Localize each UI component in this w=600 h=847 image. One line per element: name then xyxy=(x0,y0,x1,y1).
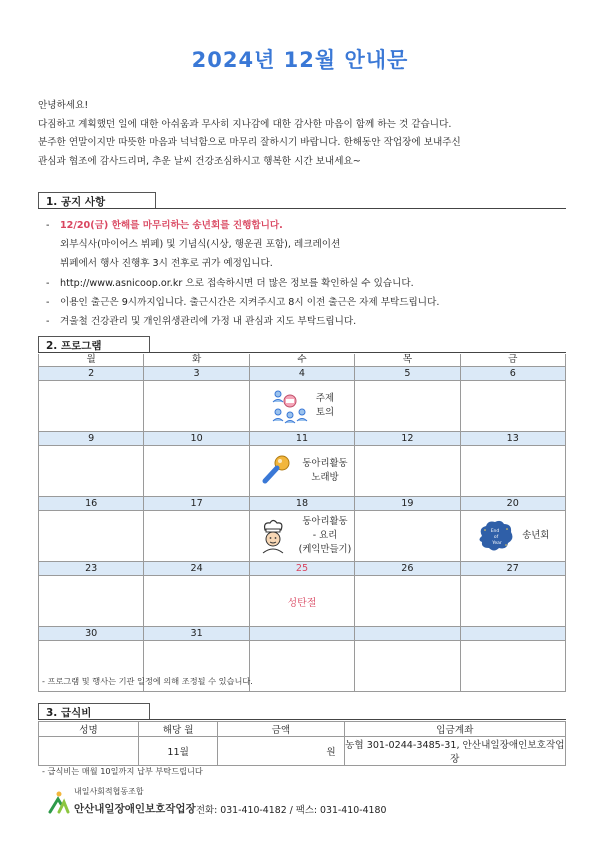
greeting-line: 관심과 협조에 감사드리며, 추운 날씨 건강조심하시고 행복한 시간 보내세요~ xyxy=(38,155,361,167)
weekday-tue: 화 xyxy=(144,354,249,367)
date-row xyxy=(39,497,566,511)
header-amount: 금액 xyxy=(218,722,344,737)
event-cell xyxy=(460,641,565,692)
event-cell xyxy=(355,381,460,432)
event-cell xyxy=(144,446,249,497)
event-cell xyxy=(460,381,565,432)
organization-name: 안산내일장애인보호작업장 xyxy=(74,803,196,815)
date-cell: 9 xyxy=(39,432,144,446)
event-label: 노래방 xyxy=(311,472,339,483)
page-title: 2024년 12월 안내문 xyxy=(191,48,409,72)
date-cell: 12 xyxy=(355,432,460,446)
event-cell xyxy=(355,641,460,692)
website-link[interactable]: http://www.asnicoop.or.kr 으로 접속하시면 더 많은 정보를 확인하실 수 있습니다. xyxy=(60,277,414,289)
table-row xyxy=(39,737,566,766)
event-label: 토의 xyxy=(315,407,335,418)
year-end-badge-icon xyxy=(476,518,516,554)
month-value: 11월 xyxy=(139,737,218,766)
event-label: - 요리 xyxy=(312,530,338,541)
list-item: - 이용인 출근은 9시까지입니다. 출근시간은 지켜주시고 8시 이전 출근은 자제 부탁드립니다. xyxy=(46,296,440,308)
date-row xyxy=(39,627,566,641)
notice-heading: 1. 공지 사항 xyxy=(38,192,156,208)
date-cell: 20 xyxy=(460,497,565,511)
event-cell xyxy=(249,641,354,692)
event-cell xyxy=(460,446,565,497)
weekday-mon: 월 xyxy=(39,354,144,367)
date-cell: 10 xyxy=(144,432,249,446)
name-value xyxy=(39,737,139,766)
date-cell xyxy=(355,627,460,641)
event-cell xyxy=(39,576,144,627)
meal-fee-table xyxy=(38,721,566,766)
date-cell: 11 xyxy=(249,432,354,446)
notice-list xyxy=(46,216,566,331)
badge-text: of xyxy=(494,535,499,540)
account-value: 농협 301-0244-3485-31, 안산내일장애인보호작업장 xyxy=(344,737,565,766)
date-cell: 16 xyxy=(39,497,144,511)
date-cell: 23 xyxy=(39,562,144,576)
microphone-icon xyxy=(256,453,296,489)
event-cell xyxy=(39,511,144,562)
event-cell xyxy=(249,576,354,627)
badge-text: Year xyxy=(492,541,502,546)
event-cell xyxy=(144,511,249,562)
list-item: 뷔페에서 행사 진행후 3시 전후로 귀가 예정입니다. xyxy=(60,258,273,270)
date-cell: 6 xyxy=(460,367,565,381)
event-cell xyxy=(39,446,144,497)
amount-value: 원 xyxy=(218,737,344,766)
date-row xyxy=(39,562,566,576)
program-note: - 프로그램 및 행사는 기관 일정에 의해 조정될 수 있습니다. xyxy=(42,676,253,686)
organization-coop-name: 내일사회적협동조합 xyxy=(74,787,144,796)
weekday-thu: 목 xyxy=(355,354,460,367)
header-name: 성명 xyxy=(39,722,139,737)
event-row xyxy=(39,446,566,497)
event-label: 송년회 xyxy=(522,530,550,541)
date-cell: 2 xyxy=(39,367,144,381)
event-cell xyxy=(249,511,354,562)
event-cell xyxy=(355,576,460,627)
date-cell: 3 xyxy=(144,367,249,381)
discussion-icon xyxy=(270,388,310,424)
section-divider xyxy=(38,352,566,353)
header-month: 해당 월 xyxy=(139,722,218,737)
event-label: (케익만들기) xyxy=(298,544,352,555)
event-row xyxy=(39,511,566,562)
date-cell xyxy=(460,627,565,641)
weekday-fri: 금 xyxy=(460,354,565,367)
organization-logo-icon xyxy=(48,790,70,814)
list-item: - 겨울철 건강관리 및 개인위생관리에 가정 내 관심과 지도 부탁드립니다. xyxy=(46,316,357,328)
date-cell: 18 xyxy=(249,497,354,511)
greeting-line: 다짐하고 계획했던 일에 대한 아쉬움과 무사히 지나감에 대한 감사한 마음이 함께 하는 것 같습니다. xyxy=(38,118,452,130)
event-label: 주제 xyxy=(315,393,335,404)
event-cell xyxy=(249,381,354,432)
program-calendar xyxy=(38,354,566,692)
date-cell: 26 xyxy=(355,562,460,576)
date-cell: 19 xyxy=(355,497,460,511)
event-cell xyxy=(39,381,144,432)
event-label: 동아리활동 xyxy=(302,516,348,527)
list-item: - 12/20(금) 한해를 마무리하는 송년회를 진행합니다. xyxy=(46,220,283,231)
event-row xyxy=(39,576,566,627)
event-cell xyxy=(144,576,249,627)
event-cell xyxy=(460,511,565,562)
program-heading: 2. 프로그램 xyxy=(38,336,150,352)
event-cell xyxy=(249,446,354,497)
header-account: 입금계좌 xyxy=(344,722,565,737)
table-header-row xyxy=(39,722,566,737)
section-divider xyxy=(38,719,566,720)
date-cell: 5 xyxy=(355,367,460,381)
weekday-wed: 수 xyxy=(249,354,354,367)
badge-text: End xyxy=(490,529,500,534)
greeting-line: 분주한 연말이지만 따뜻한 마음과 넉넉함으로 마무리 잘하시기 바랍니다. 한해동안 작업장에 보내주신 xyxy=(38,137,461,148)
weekday-row xyxy=(39,354,566,367)
holiday-label: 성탄절 xyxy=(287,597,317,609)
list-item: 외부식사(마이어스 뷔페) 및 기념식(시상, 행운권 포함), 레크레이션 xyxy=(60,239,341,251)
holiday-date-cell: 25 xyxy=(249,562,354,576)
greeting-line: 안녕하세요! xyxy=(38,100,89,111)
footer xyxy=(48,782,568,818)
date-row xyxy=(39,432,566,446)
chef-icon xyxy=(253,518,293,554)
event-cell xyxy=(355,511,460,562)
date-row xyxy=(39,367,566,381)
list-item: - http://www.asnicoop.or.kr 으로 접속하시면 더 많은 정보를 확인하실 수 있습니다. xyxy=(46,277,414,289)
meal-heading: 3. 급식비 xyxy=(38,703,150,719)
greeting-text xyxy=(38,97,568,171)
contact-info: 전화: 031-410-4182 / 팩스: 031-410-4180 xyxy=(196,805,387,816)
date-cell: 31 xyxy=(144,627,249,641)
event-cell xyxy=(355,446,460,497)
date-cell: 17 xyxy=(144,497,249,511)
meal-note: - 급식비는 매월 10일까지 납부 부탁드립니다 xyxy=(42,766,203,776)
date-cell xyxy=(249,627,354,641)
date-cell: 13 xyxy=(460,432,565,446)
event-row xyxy=(39,381,566,432)
section-divider xyxy=(38,208,566,209)
event-cell xyxy=(460,576,565,627)
date-cell: 30 xyxy=(39,627,144,641)
date-cell: 27 xyxy=(460,562,565,576)
notice-highlight: 12/20(금) 한해를 마무리하는 송년회를 진행합니다. xyxy=(60,220,283,231)
event-cell xyxy=(144,381,249,432)
event-label: 동아리활동 xyxy=(302,458,348,469)
date-cell: 4 xyxy=(249,367,354,381)
date-cell: 24 xyxy=(144,562,249,576)
